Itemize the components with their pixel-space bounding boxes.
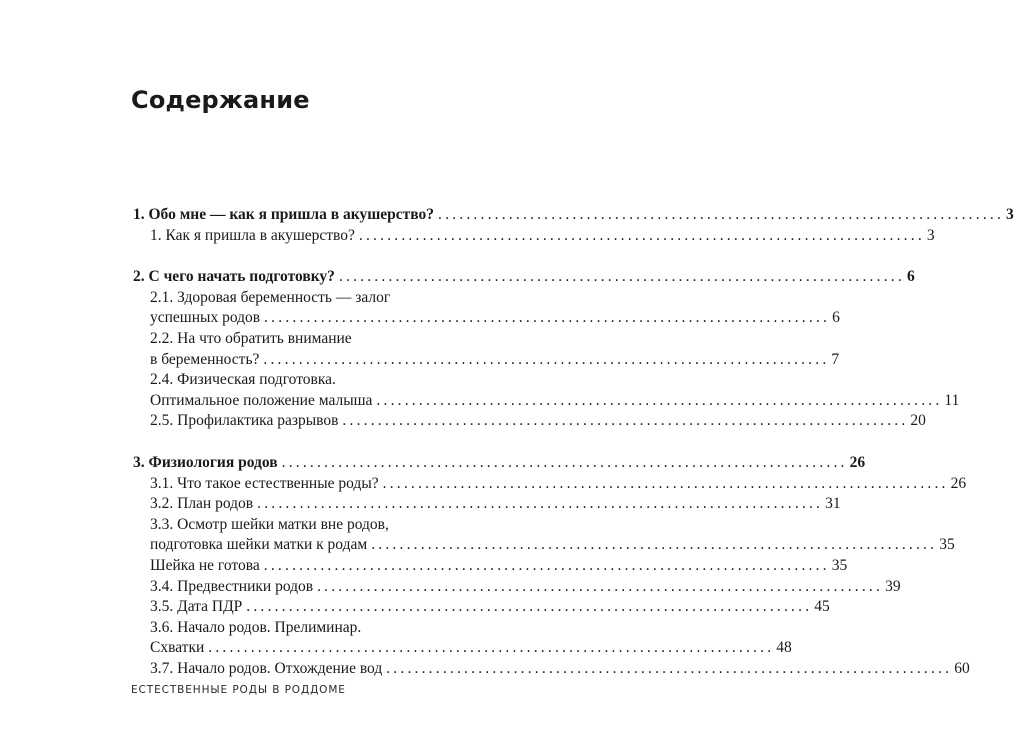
toc-entry-label: 3.1. Что такое естественные роды?	[150, 474, 379, 492]
toc-entry-label: 3.2. План родов	[150, 495, 254, 513]
toc-entry-label: 2.2. На что обратить внимание	[150, 329, 352, 347]
toc-section-3-7[interactable]	[133, 659, 970, 680]
toc-page-number: 26	[950, 474, 967, 492]
toc-section-2-2-line2[interactable]	[133, 350, 840, 371]
toc-leader-dots: ................................................................................	[358, 226, 925, 244]
toc-section-2-1-line1[interactable]	[133, 288, 443, 309]
toc-leader-dots: ................................................................................	[263, 556, 830, 574]
toc-page-number: 39	[885, 577, 901, 595]
toc-page-number: 60	[954, 659, 970, 677]
toc-page-number: 48	[776, 639, 792, 657]
toc-section-3-3-line1[interactable]	[133, 515, 443, 536]
toc-leader-dots: ................................................................................	[438, 206, 1005, 223]
toc-entry-label: 2.5. Профилактика разрывов	[150, 412, 339, 430]
toc-leader-dots: ................................................................................	[263, 350, 830, 368]
toc-page-number: 31	[825, 495, 841, 513]
toc-chapter-2[interactable]	[133, 267, 915, 288]
toc-page-number: 26	[849, 453, 866, 471]
toc-page-number: 6	[832, 309, 840, 327]
toc-section-1-1[interactable]	[133, 226, 935, 247]
page-title: Содержание	[131, 86, 310, 114]
toc-leader-dots: ................................................................................	[338, 268, 905, 286]
toc-section-3-6-line1[interactable]	[133, 618, 443, 639]
toc-entry-label: в беременность?	[150, 350, 260, 368]
toc-leader-dots: ................................................................................	[208, 639, 775, 657]
toc-page-number: 35	[831, 556, 848, 574]
toc-page-number: 20	[910, 412, 926, 430]
toc-section-2-4-line2[interactable]	[133, 391, 960, 412]
toc-section-3-3-line2[interactable]	[133, 535, 955, 556]
toc-chapter-1[interactable]	[133, 205, 1014, 226]
toc-leader-dots: ................................................................................	[382, 474, 949, 492]
toc-leader-dots: ................................................................................	[376, 391, 943, 409]
toc-leader-dots: ................................................................................	[281, 453, 848, 471]
toc-entry-label: 3. Физиология родов	[133, 453, 278, 471]
toc-page-number: 11	[944, 391, 960, 409]
toc-section-3-2[interactable]	[133, 494, 841, 515]
running-footer: ЕСТЕСТВЕННЫЕ РОДЫ В РОДДОМЕ	[131, 684, 346, 696]
toc-leader-dots: ................................................................................	[342, 412, 909, 430]
toc-entry-label: 1. Обо мне — как я пришла в акушерство?	[133, 206, 435, 223]
toc-page-number: 45	[814, 598, 830, 616]
toc-entry-label: 2.4. Физическая подготовка.	[150, 371, 336, 389]
toc-entry-label: 3.7. Начало родов. Отхождение вод	[150, 659, 383, 677]
toc-leader-dots: ................................................................................	[371, 536, 938, 554]
toc-leader-dots: ................................................................................	[264, 309, 831, 327]
toc-section-2-2-line1[interactable]	[133, 329, 443, 350]
toc-entry-label: подготовка шейки матки к родам	[150, 536, 368, 554]
toc-leader-dots: ................................................................................	[317, 577, 884, 595]
toc-entry-label: Оптимальное положение малыша	[150, 391, 373, 409]
toc-leader-dots: ................................................................................	[386, 659, 953, 677]
toc-section-3-4[interactable]	[133, 577, 901, 598]
toc-section-2-1-line2[interactable]	[133, 308, 840, 329]
toc-entry-label: Шейка не готова	[150, 556, 260, 574]
toc-entry-label: 3.5. Дата ПДР	[150, 598, 243, 616]
toc-entry-label: 2.1. Здоровая беременность — залог	[150, 288, 391, 306]
toc-leader-dots: ................................................................................	[246, 598, 813, 616]
toc-section-3-5[interactable]	[133, 597, 830, 618]
toc-page-number: 6	[906, 268, 915, 286]
toc-section-2-5[interactable]	[133, 411, 926, 432]
toc-entry-label: 3.4. Предвестники родов	[150, 577, 314, 595]
toc-page-number: 3	[926, 226, 935, 244]
toc-entry-label: Схватки	[150, 639, 205, 657]
toc-entry-label: успешных родов	[150, 309, 261, 327]
toc-entry-label: 3.3. Осмотр шейки матки вне родов,	[150, 515, 389, 533]
toc-entry-label: 3.6. Начало родов. Прелиминар.	[150, 618, 362, 636]
toc-page-number: 3	[1006, 206, 1014, 223]
table-of-contents	[133, 205, 1014, 679]
toc-entry-label: 1. Как я пришла в акушерство?	[150, 226, 355, 244]
toc-section-3-3-line3[interactable]	[133, 556, 848, 577]
toc-section-3-6-line2[interactable]	[133, 638, 792, 659]
toc-section-3-1[interactable]	[133, 474, 967, 495]
toc-section-2-4-line1[interactable]	[133, 370, 443, 391]
toc-page-number: 35	[939, 536, 955, 554]
toc-page-number: 7	[831, 350, 840, 368]
toc-entry-label: 2. С чего начать подготовку?	[133, 268, 335, 286]
toc-chapter-3[interactable]	[133, 453, 866, 474]
toc-leader-dots: ................................................................................	[257, 495, 824, 513]
